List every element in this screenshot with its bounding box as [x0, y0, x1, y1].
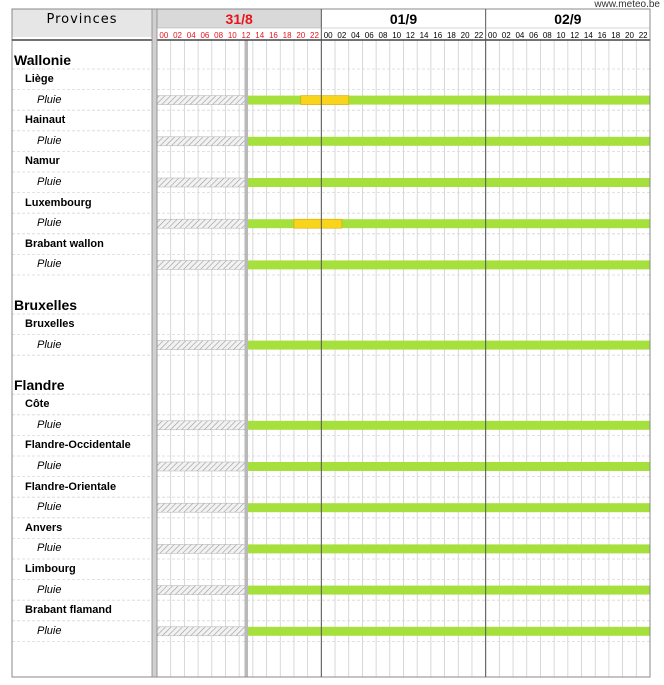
province-label: Liège: [25, 73, 54, 85]
hour-tick-label: 04: [186, 31, 196, 40]
parameter-label: Pluie: [37, 460, 62, 472]
parameter-label: Pluie: [37, 176, 62, 188]
hour-tick-label: 10: [227, 31, 237, 40]
region-label: Wallonie: [14, 52, 72, 68]
hour-tick-label: 22: [310, 31, 319, 40]
parameter-label: Pluie: [37, 217, 62, 230]
parameter-label: Pluie: [37, 542, 62, 555]
parameter-label: Pluie: [37, 134, 62, 147]
parameter-label: Pluie: [37, 624, 62, 637]
province-label: Bruxelles: [25, 318, 75, 330]
province-label: Brabant flamand: [25, 604, 112, 617]
hour-tick-label: 16: [268, 31, 278, 40]
parameter-label: Pluie: [37, 93, 62, 106]
day-label: 01/9: [389, 11, 418, 27]
hour-tick-label: 04: [515, 31, 525, 40]
hour-tick-label: 04: [351, 31, 361, 40]
province-label: Hainaut: [25, 114, 66, 127]
parameter-label: Pluie: [37, 338, 62, 351]
hour-tick-label: 02: [501, 31, 511, 40]
province-label: Flandre-Orientale: [25, 480, 117, 493]
day-label: 02/9: [554, 11, 582, 27]
parameter-label: Pluie: [37, 418, 62, 431]
province-label: Namur: [25, 155, 60, 168]
hour-tick-label: 08: [214, 31, 224, 40]
region-label: Bruxelles: [14, 297, 78, 313]
province-label: Brabant wallon: [25, 237, 104, 250]
hour-tick-label: 20: [296, 31, 306, 40]
hour-tick-label: 08: [542, 31, 552, 40]
hour-tick-label: 02: [173, 31, 182, 40]
province-label: Limbourg: [25, 563, 76, 575]
parameter-label: Pluie: [37, 583, 62, 596]
provinces-header: Provinces: [46, 12, 118, 27]
hour-tick-label: 10: [392, 31, 402, 40]
hour-tick-label: 18: [611, 31, 621, 40]
parameter-label: Pluie: [37, 501, 62, 514]
parameter-label: Pluie: [37, 258, 62, 271]
hour-tick-label: 06: [364, 31, 374, 40]
hour-tick-label: 16: [433, 31, 443, 40]
hour-tick-label: 08: [378, 31, 388, 40]
hour-tick-label: 18: [446, 31, 456, 40]
province-label: Flandre-Occidentale: [25, 439, 131, 452]
hour-tick-label: 06: [529, 31, 539, 40]
hour-tick-label: 14: [583, 31, 593, 40]
hour-tick-label: 12: [405, 31, 415, 40]
hour-tick-label: 20: [625, 31, 634, 40]
hour-tick-label: 00: [159, 31, 169, 40]
hour-tick-label: 10: [556, 31, 566, 40]
hour-tick-label: 22: [474, 31, 484, 40]
hour-tick-label: 18: [282, 31, 292, 40]
region-label: Flandre: [14, 377, 65, 394]
hour-tick-label: 00: [323, 31, 333, 40]
hour-tick-label: 12: [241, 31, 251, 40]
hour-tick-label: 00: [488, 31, 497, 40]
province-label: Côte: [25, 398, 50, 411]
hour-tick-label: 12: [570, 31, 580, 40]
day-label: 31/8: [225, 11, 253, 27]
hour-tick-label: 14: [255, 31, 265, 40]
hour-tick-label: 14: [419, 31, 429, 40]
credit-text: www.meteo.be: [594, 0, 660, 10]
hour-tick-label: 22: [638, 31, 648, 40]
hour-tick-label: 06: [200, 31, 210, 40]
hour-tick-label: 16: [597, 31, 607, 40]
hour-tick-label: 20: [460, 31, 470, 40]
province-label: Luxembourg: [25, 196, 92, 209]
hour-tick-label: 02: [337, 31, 347, 40]
province-label: Anvers: [25, 521, 63, 534]
